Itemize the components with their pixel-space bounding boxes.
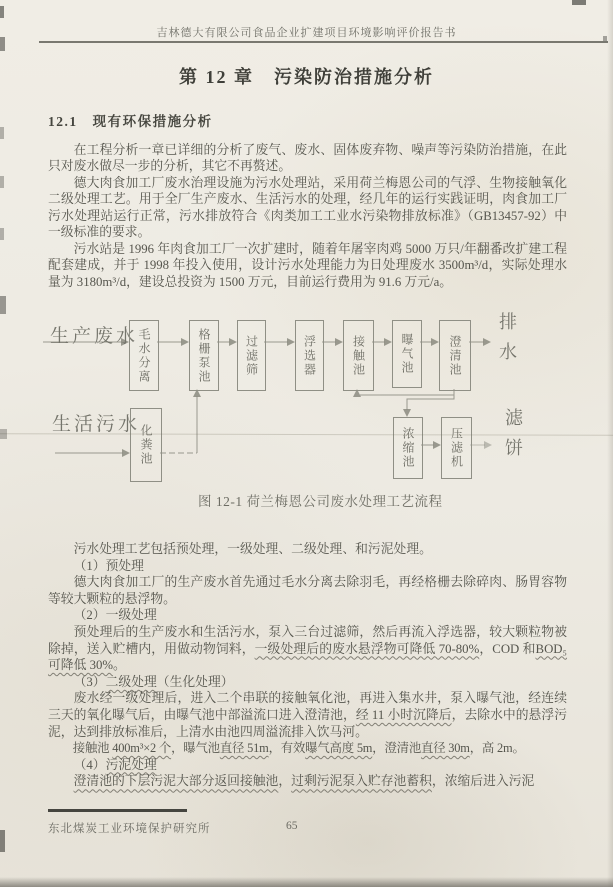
text-segment: ，曝气池: [171, 741, 220, 756]
chapter-title: 第 12 章 污染防治措施分析: [179, 67, 434, 87]
underlined-text: 曝气高度 5m: [305, 741, 373, 756]
underlined-text: 过剩污泥泵入贮存池蓄积: [291, 774, 432, 789]
label-filter-cake: 滤饼: [503, 408, 523, 468]
paragraph-facility: 德大肉食加工厂废水治理设施为污水处理站，采用荷兰梅恩公司的气浮、生物接触氧化二级处理工艺。用于全厂生产废水、生活污水的处理，经几年的运行实践证明，肉食加工厂污水处理站运行正常，污水排放符合《肉类加工工业水污染物排放标准》（GB13457-92）中一级标准的要求。: [48, 175, 567, 240]
underlined-text: 直径 51m: [219, 741, 269, 756]
scan-edge-shadow: [607, 0, 613, 887]
text-segment: （4）: [73, 757, 106, 772]
underlined-text: BOD₅可降低 30%: [48, 641, 568, 673]
footer-organization: 东北煤炭工业环境保护研究所: [48, 823, 211, 835]
flow-box-flotation-unit: 浮选器: [295, 320, 324, 391]
flow-box-screen-pump-sump: 格栅泵池: [189, 320, 219, 391]
footer-rule: [48, 809, 187, 812]
header-rule: [39, 41, 608, 43]
scan-artifact: [0, 830, 5, 852]
underlined-text: 澄清池的下层污泥大部分返回接触池: [73, 774, 279, 789]
scan-artifact: [0, 429, 7, 439]
flow-box-contact-tank: 接触池: [343, 320, 374, 391]
text-segment: 废水经一级处理后，进入二个串联的接触氧化池，再进入集水井，泵入曝气池，经连续三天的氧化曝气后，由曝气池中部溢流口进入澄清池，: [48, 691, 567, 722]
flow-box-aeration-tank: 曝气池: [392, 320, 422, 388]
text-segment: ，COD 和: [479, 641, 536, 656]
text-segment: ，澄清池: [372, 741, 422, 756]
flow-box-septic-tank: 化粪池: [130, 408, 162, 482]
paragraph-process-overview: 污水处理工艺包括预处理，一级处理、二级处理、和污泥处理。: [73, 542, 432, 556]
paragraph-intro: 在工程分析一章已详细的分析了废气、废水、固体废弃物、噪声等污染防治措施，在此只对废水做尽一步的分析，其它不再赘述。: [48, 143, 567, 174]
figure-caption: 图 12-1 荷兰梅恩公司废水处理工艺流程: [198, 494, 443, 509]
intro-text-block: [48, 142, 567, 290]
heading-sludge-treatment: [48, 757, 567, 774]
text-segment: 接触池: [72, 741, 113, 756]
paragraph-station: 污水站是 1996 年肉食加工厂一次扩建时，随着年屠宰肉鸡 5000 万只/年翻番改扩建工程配套建成，并于 1998 年投入使用，设计污水处理能力为日处理废水 3500m³/d，实际处理水量为 3180m³/d，建设总投资为 1500 万元，目前运行费用为 91.6 万元/a。: [48, 241, 567, 289]
label-domestic-sewage: 生活污水: [52, 414, 141, 435]
paragraph-pretreatment: 德大肉食加工厂的生产废水首先通过毛水分离去除羽毛，再经格栅去除碎肉、肠胃容物等较大颗粒的悬浮物。: [48, 575, 567, 606]
flow-box-clarifier: 澄清池: [439, 320, 471, 391]
heading-pretreatment: （1）预处理: [73, 558, 144, 573]
section-heading: 12.1 现有环保措施分析: [48, 114, 213, 129]
heading-secondary-treatment: [48, 674, 567, 691]
scan-edge-shadow: [0, 877, 613, 887]
text-segment: （3）: [73, 674, 106, 689]
flow-box-thickener: 浓缩池: [393, 417, 423, 479]
underlined-text: 二级处理: [105, 674, 157, 689]
text-segment: 。: [113, 658, 126, 673]
underlined-text: 一级处理后的废水悬浮物可降低 70-80%: [254, 641, 480, 656]
paragraph-secondary-treatment: [48, 690, 567, 740]
scan-artifact: [0, 296, 6, 314]
paragraph-tank-dimensions: [48, 740, 567, 757]
heading-primary-treatment: （2）一级处理: [73, 608, 157, 623]
flow-box-hair-water-separation: 毛水分离: [129, 320, 159, 391]
text-segment: （生化处理）: [156, 674, 234, 689]
text-segment: ，: [278, 774, 292, 789]
flow-diagram: [0, 308, 613, 543]
underlined-text: 经 11 小时沉降后: [355, 707, 452, 722]
paragraph-primary-treatment: [48, 624, 567, 674]
scan-artifact: [0, 6, 4, 18]
scan-artifact: [572, 0, 586, 5]
text-segment: ，浓缩后进入污泥: [431, 774, 535, 789]
label-effluent-discharge: 排水: [497, 312, 517, 372]
paragraph-sludge-treatment: [48, 773, 567, 790]
label-production-wastewater: 生产废水: [50, 326, 139, 347]
flow-box-filter-screen: 过滤筛: [237, 320, 266, 391]
underlined-text: 直径 30m: [421, 741, 470, 756]
text-segment: 预处理后的生产废水和生活污水，泵入三台过滤筛，然后再流入浮选器，较大颗粒物被除掉，送入贮槽内，用做动物饲料，: [48, 624, 567, 656]
text-segment: ，高 2m。: [469, 741, 525, 756]
running-header: 吉林德大有限公司食品企业扩建项目环境影响评价报告书: [156, 27, 457, 39]
scan-artifact: [0, 127, 4, 139]
process-text-block: [48, 541, 567, 790]
underlined-text: 400m³×2 个: [112, 741, 172, 756]
text-segment: ，有效: [268, 741, 306, 756]
flow-box-filter-press: 压滤机: [441, 417, 472, 479]
scan-artifact: [0, 37, 5, 51]
scan-artifact: [0, 176, 4, 188]
page-number: 65: [286, 820, 298, 832]
underlined-text: 污泥处理: [105, 757, 157, 772]
text-segment: ，去除水中的悬浮污泥，达到排放标准后，上清水由池四周溢流排入饮马河。: [48, 707, 568, 739]
scan-artifact: [0, 228, 4, 240]
